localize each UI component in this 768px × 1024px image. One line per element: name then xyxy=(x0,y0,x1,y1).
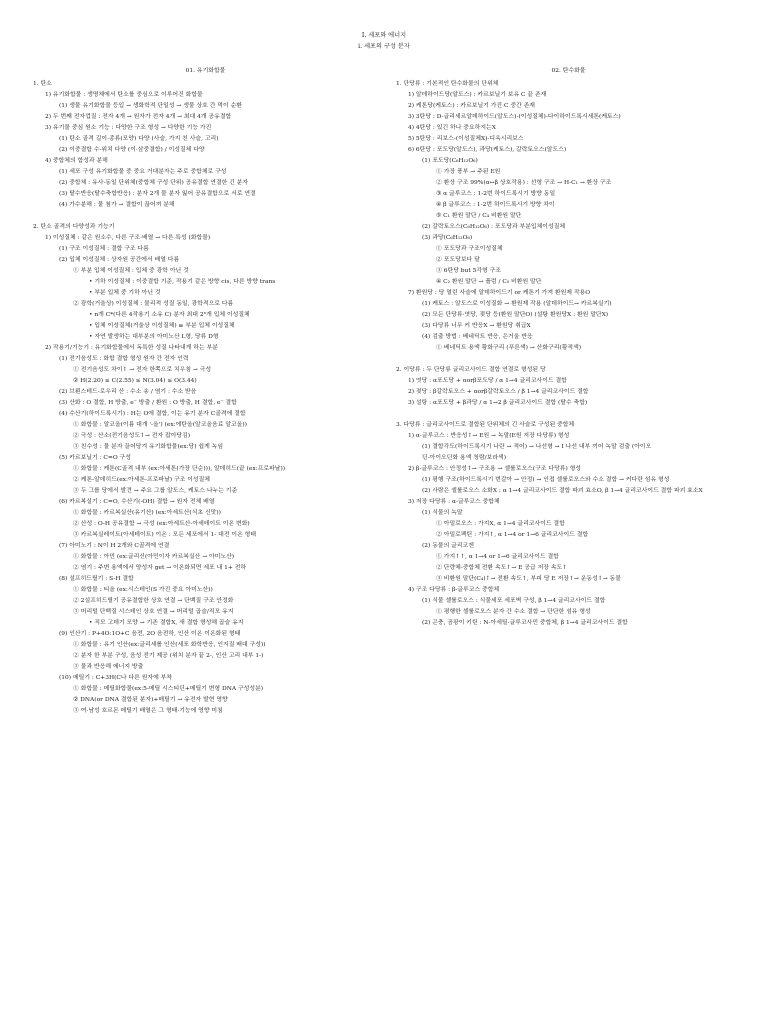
right-text-line xyxy=(396,409,741,420)
document-header xyxy=(0,30,768,52)
right-text-line: 2) 케톤당(케토스) : 카르보닐기 가진 C 중간 존재 xyxy=(408,103,535,109)
left-section-title: 01. 유기화합물 xyxy=(185,68,226,74)
left-text-line: 1) 유기화합물 : 생명체에서 탄소를 중심으로 이루어진 화합물 xyxy=(45,92,203,98)
left-text-line: (3) 산화 : O 결합, H 방출, e⁻ 방출 / 환원 : O 방출, H 결합, e⁻ 결합 xyxy=(59,400,237,406)
left-text-line: (6) 카르복실기 : C=O, 수산기(-OH) 결합 → 원자 전체 배열 xyxy=(59,499,215,505)
left-text-line: 1) 이성질체 : 같은 원소수, 다른 구조·배열 → 다른 특성 (화합물) xyxy=(45,235,211,241)
left-text-line: ② 염기 : 주변 용액에서 양성자 get → 이온화되면 세포 내 1+ 전하 xyxy=(73,565,247,571)
right-text-line: 3) 저장 다당류 : α-글루코스 중합체 xyxy=(408,499,500,505)
left-text-line: ① 화합물 : 아민 (ex:글리신(아민이자 카르복실산 → 아미노산) xyxy=(73,554,235,560)
right-text-line: (1) 식물 셀룰로오스 : 식물세포 세포벽 구성, β 1→4 글리코사이드 결합 xyxy=(422,598,606,604)
left-column xyxy=(33,66,378,717)
right-text-line: (2) 곤충, 곰팡이 키틴 : N-아세틸-글루코사민 중합체, β 1→4 글리코사이드 결합 xyxy=(422,620,628,626)
left-text-line: • 자연 발생하는 대부분의 아미노산 L형, 당류 D형 xyxy=(89,334,219,340)
right-text-line: ① 가장 풍부 → 주된 E원 xyxy=(436,169,501,175)
left-text-line: ③ 머리털 단백질 시스테인 상호 연결 → 머리털 곱슬/직모 유지 xyxy=(73,609,234,615)
right-text-line: 1) α-글루코스 : 반응성↑→ E원 → 녹말(E원 저장 다당류) 형성 xyxy=(408,433,570,439)
right-text-line: ② 포도당보다 달 xyxy=(436,257,480,263)
left-text-line: ③ 카르복실레이트(아세테이트) 이온 : 모든 세포에서 1- 대전 이온 형태 xyxy=(73,532,257,538)
left-text-line: (1) 세포 구성 유기화합물 중 중요 거대분자는 주로 중합체로 구성 xyxy=(59,169,227,175)
left-text-line: (7) 아미노기 : N이 H 2개와 C골격에 연결 xyxy=(59,543,170,549)
right-text-line: 딘-아이오딘화 용액 청람/보라색) xyxy=(422,455,506,461)
left-text-line: • n개 C*(다른 4작용기 소유 C) 분자 최대 2ⁿ개 입체 이성질체 xyxy=(89,312,250,318)
right-text-line: 4) 구조 다당류 : β-글루코스 중합체 xyxy=(408,587,500,593)
left-text-line xyxy=(33,211,378,222)
right-text-line: 3. 다당류 : 글리코사이드로 결합된 단위체의 긴 사슬로 구성된 중합체 xyxy=(396,422,575,428)
left-text-line: ① 화합물 : 유기 인산(ex:글리세롤 인산(세포 화학반응, 인지질 배대 구성)) xyxy=(73,642,266,648)
right-text-line: ③ 비환원 말단(C₄)↑→ 전환 속도↑, 부피 당 E 저장↑→ 운동성↑→ 동물 xyxy=(436,576,621,582)
left-text-line: ① 전기음성도 차이↑ → 전자 한쪽으로 치우침 → 극성 xyxy=(73,367,212,373)
left-text-line: ② 극성 : 산소(전기음성도↑→ 전자 잡아당김) xyxy=(73,433,191,439)
right-text-line: 1) 엿당 : α포도당 + αorβ포도당 / α 1→4 글리코사이드 결합 xyxy=(408,378,567,384)
left-text-line: 1. 탄소 xyxy=(33,81,52,87)
left-text-line: ① 화합물 : 티올 (ex:시스테인(S 가진 중요 아미노산)) xyxy=(73,587,213,593)
right-text-line: ⑤ C₁ 환원 말단 / C₄ 비환원 말단 xyxy=(436,213,522,219)
right-text-line: ① 평행한 셀룰로오스 분자 간 수소 결합 → 단단한 섬유 형성 xyxy=(436,609,591,615)
left-text-line: ② H(2.20) ≤ C(2.55) ≤ N(3.04) ≤ O(3.44) xyxy=(73,378,197,384)
left-text-line: ③ 물과 반응해 에너지 방출 xyxy=(73,664,144,670)
left-text-line: (3) 탈수반응(탈수축합반응) : 분자 2개 물 분자 잃어 공유결합으로 서로 연결 xyxy=(59,191,256,197)
left-text-line: (2) 중합체 : 유사·동일 단위체(중합체 구성 단위) 공유결합 연결한 긴 분자 xyxy=(59,180,249,186)
right-text-line: ② 환상 구조 99%(α↔β 상호작용) : 선형 구조 → H-C₁ → 환상 구조 xyxy=(436,180,612,186)
left-text-line: ① 화합물 : 케톤(C골격 내부 (ex:아세톤(가장 단순))), 알데히드(끝 (ex:프로파날)) xyxy=(73,466,286,472)
left-text-line: ③ 두 그룹 당에서 발견 → 주요 그룹 알도스, 케토스 나누는 기준 xyxy=(73,488,238,494)
right-text-line: 2) 젖당 : β갈락토오스 + αorβ갈락토오스 / β 1→4 글리코사이드 결합 xyxy=(408,389,589,395)
left-text-line: ③ 여·남성 호르몬 메틸기 배열은 그 형태·기능에 영향 미침 xyxy=(73,708,223,714)
left-text-line: (1) 탄소 골격 길이·종류(모양) 다양 (사슬, 가지 친 사슬, 고리) xyxy=(59,136,219,142)
right-column xyxy=(396,66,741,629)
left-text-line: ② 분자 한 부분 구성, 음성 전기 제공 (위치 분자 끝 2-, 인산 고리 내부 1-) xyxy=(73,653,264,659)
right-text-line: ① 베네딕트 용액 황화구리 (푸른색) → 산화구리(황적색) xyxy=(436,345,582,351)
right-text-line: 2) β-글루코스 : 안정성↑→ 구조용 → 셀룰로오스(구조 다당류) 형성 xyxy=(408,466,581,472)
right-text-line: (2) 동물의 글리코겐 xyxy=(422,543,474,549)
right-text-line: (1) 결합각도(하이드록시기 나란 → 적어) → 나선형 → I 나선 내부 끼어 녹말 검출 (아이오 xyxy=(422,444,652,450)
right-text-line: (1) 케토스 : 알도스로 이성질화 → 환원제 작용 (알데하이드→ 카르복실기) xyxy=(422,301,612,307)
left-text-line: (2) 브뢴스테드-로우리 산 : 수소 송 / 염기 : 수소 받음 xyxy=(59,389,197,395)
left-text-line: (1) 생물 유기화합물 등입 → 생화학적 단일성 → 생물 상호 간 먹이 순환 xyxy=(59,103,242,109)
left-text-line: 2) 두 번째 전자껍질 : 전자 4개 → 원자가 전자 4개 → 최대 4개 공유결합 xyxy=(45,114,232,120)
left-text-line: ① 화합물 : 알코올(이름 대개 '-올') (ex:에탄올(알코올음료 알코올)) xyxy=(73,422,247,428)
left-lines xyxy=(33,79,378,717)
right-text-line: ① 아밀로오스 : 가지X, α 1→4 글리코사이드 결합 xyxy=(436,521,565,527)
left-text-line: 4) 중합체의 합성과 분해 xyxy=(45,158,108,164)
left-text-line: ① 부분 입체 이성질체 : 입체 중 광학 아닌 것 xyxy=(73,268,189,274)
left-text-line: (4) 가수분해 : 물 첨가 → 결합이 끊어져 분해 xyxy=(59,202,175,208)
left-text-line: • 직모 고데기 모양 → 기존 결합X, 새 결합 형성해 곱슬 유지 xyxy=(89,620,244,626)
right-text-line: ① 가지↑↑, α 1→4 or 1→6 글리코사이드 결합 xyxy=(436,554,559,560)
left-text-line: ② 광학(거울상) 이성질체 : 물리적 성질 동일, 광학적으로 다름 xyxy=(73,301,234,307)
right-section-title: 02. 탄수화물 xyxy=(551,68,586,74)
left-text-line: 3) 유기물 중심 원소 기능 : 다양한 구조 형성 → 다양한 기능 가진 xyxy=(45,125,212,131)
right-text-line: 5) 5탄당 : 리보스-(이성질체X)-디옥시리보스 xyxy=(408,136,524,142)
left-text-line: (10) 메틸기 : C+3H(C나 다른 원자에 부착 xyxy=(59,675,173,681)
right-text-line: (2) 사람은 셀룰로오스 소화X : α 1→4 글리코사이드 결합 파괴 효소O, β 1→4 글리코사이드 결합 파괴 효소X xyxy=(422,488,703,494)
right-text-line: ② 아밀로펙틴 : 가지↑, α 1→4 or 1→6 글리코사이드 결합 xyxy=(436,532,589,538)
left-text-line: (5) 카르보닐기 : C=O 구성 xyxy=(59,455,131,461)
right-text-line: (4) 검출 방법 : 베네딕트 반응, 은거울 반응 xyxy=(422,334,533,340)
left-text-line: (8) 설프히드릴기 : S-H 결합 xyxy=(59,576,134,582)
left-text-line: ① 화합물 : 메틸화합물(ex:5-메틸 시스티딘+메틸기 변형 DNA 구성성분) xyxy=(73,686,264,692)
right-text-line: 4) 4탄당 : 있긴 하나 중요하지는X xyxy=(408,125,496,131)
right-text-line: 2. 이당류 : 두 단당류 글리코사이드 결합 연결로 형성된 당 xyxy=(396,367,546,373)
right-text-line: 6) 6탄당 : 포도당(알도스), 과당(케토스), 갈락토오스(알도스) xyxy=(408,147,567,153)
right-text-line: 3) 3탄당 : D-글리세르알데하이드(알도스)-(이성질체)-다이하이드록시세톤(케토스) xyxy=(408,114,621,120)
right-text-line: ① 포도당과 구조이성질체 xyxy=(436,246,503,252)
left-text-line: ② 2설프히드릴기 공유결합한 상호 연결 → 단백질 구조 안정화 xyxy=(73,598,234,604)
left-text-line: (9) 인산기 : P+4O:1O+C 음전, 2O 음전하, 인산 이온 이온화된 형태 xyxy=(59,631,241,637)
section-title: i. 세포의 구성 분자 xyxy=(358,43,410,50)
left-text-line: ③ 친수성 : 물 분자 끌어당겨 유기화합물(ex:당) 쉽게 녹임 xyxy=(73,444,224,450)
right-text-line: (1) 포도당(C₆H₁₂O₆) xyxy=(422,158,478,164)
right-text-line: (2) 모든 단당류·엿당, 젖당 등(환원 말단O) (설탕 환원당X : 환원 말단X) xyxy=(422,312,609,318)
right-text-line: (3) 과당(C₆H₁₂O₆) xyxy=(422,235,473,241)
right-text-line: (2) 갈락토오스(C₆H₁₂O₆) : 포도당과 부분입체이성질체 xyxy=(422,224,566,230)
right-text-line: (3) 다당류 너무 커 반응X → 환원당 취급X xyxy=(422,323,531,329)
right-text-line: ③ α 글루코스 : 1-2번 하이드록시기 방향 동일 xyxy=(436,191,556,197)
left-text-line: ② 케톤-알데히드(ex:아세톤-프로파날) 구조 이성질체 xyxy=(73,477,210,483)
left-text-line: (2) 입체 이성질체 : 상자원 공간에서 배열 다름 xyxy=(59,257,180,263)
left-text-line: ② 산성 : O-H 공유결합 → 극성 (ex:아세트산-아세테이트 이온 변화) xyxy=(73,521,250,527)
right-text-line: ④ β 글루코스 : 1-2번 하이드록시기 방향 차이 xyxy=(436,202,555,208)
left-text-line: ① 화합물 : 카르복실산(유기산) (ex:아세트산(식초 신맛)) xyxy=(73,510,221,516)
left-text-line: (1) 구조 이성질체 : 결합 구조 다름 xyxy=(59,246,149,252)
left-text-line: • 입체 이성질체(거울상 이성질체) ≡ 부분 입체 이성질체 xyxy=(89,323,235,329)
chapter-title: I. 세포와 에너지 xyxy=(361,32,407,39)
left-text-line: • 기하 이성질체 : 이중결합 기준, 작용기 같은 방향 cis, 다른 방향 trans xyxy=(89,279,276,285)
right-lines xyxy=(396,79,741,629)
right-text-line: 7) 환원당 : 당 열린 사슬에 알데하이드기 or 케톤기 가져 환원제 작용O xyxy=(408,290,591,296)
left-text-line: ② DNA(or DNA 결합된 분자)+메틸기 → 유전자 발현 영향 xyxy=(73,697,228,703)
right-text-line xyxy=(396,354,741,365)
right-text-line: ③ 6탄당 but 5각형 구조 xyxy=(436,268,501,274)
right-text-line: 3) 설탕 : α포도당 + β과당 / α 1→2 β 글리코사이드 결합 (탈수 축합) xyxy=(408,400,588,406)
right-text-line: 1. 단당류 : 기본적인 탄수화물의 단위체 xyxy=(396,81,499,87)
right-text-line: ② 단량체-중합체 전환 속도↑→ E 공급 저장 속도↑ xyxy=(436,565,568,571)
right-text-line: ④ C₂ 환원 말단 → 플럼 / C₅ 비환원 말단 xyxy=(436,279,542,285)
right-text-line: (1) 식물의 녹말 xyxy=(422,510,463,516)
left-text-line: (2) 이중결합 수·위치 다양 (이·삼중결합) / 이성질체 다양 xyxy=(59,147,205,153)
left-text-line: • 부분 입체 중 기하 아닌 것 xyxy=(89,290,161,296)
left-text-line: (4) 수산기(하이드록시기) : H는 O에 결합, 이는 유기 분자 C골격에 결합 xyxy=(59,411,246,417)
left-text-line: 2. 탄소 골격의 다양성과 기능기 xyxy=(33,224,115,230)
right-text-line: (1) 평행 구조(하이드록시기 번갈아 → 안정) → 인접 셀룰로오스와 수소 결합 → 커다란 섬유 형성 xyxy=(422,477,670,483)
left-text-line: 2) 작용기/기능기 : 유기화합물에서 독특한 성질 나타내게 하는 부분 xyxy=(45,345,218,351)
right-text-line: 1) 알데하이드당(알도스) : 카르보닐기 보유 C 끝 존재 xyxy=(408,92,547,98)
left-text-line: (1) 전기음성도 : 화합 결합 형성 원자 간 전자 인력 xyxy=(59,356,189,362)
